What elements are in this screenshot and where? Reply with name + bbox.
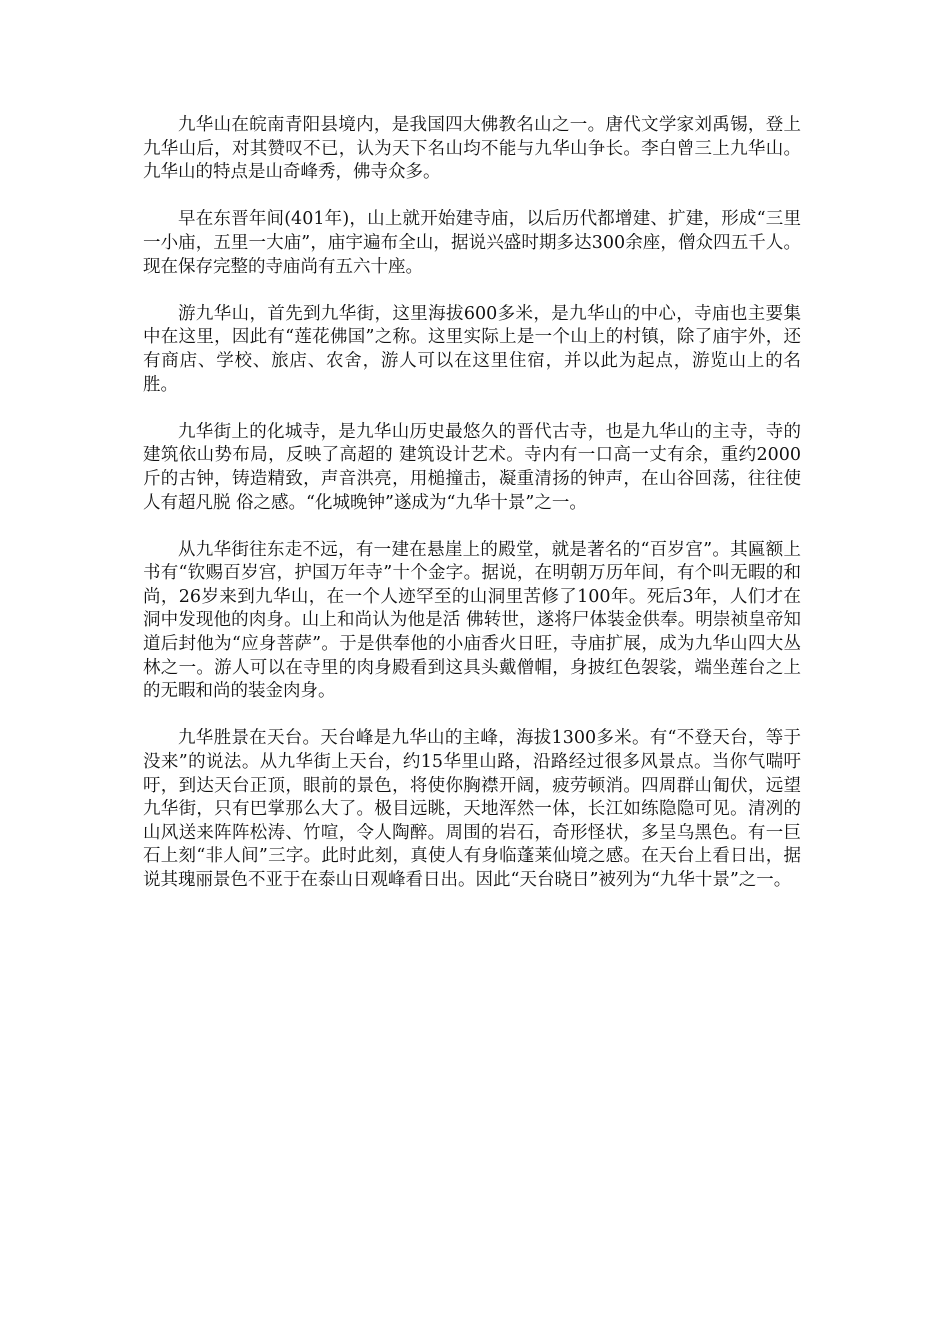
paragraph-baisui-palace: 从九华街往东走不远，有一建在悬崖上的殿堂，就是著名的“百岁宫”。其匾额上书有“钦赐百岁宫，护国万年寺”十个金字。据说，在明朝万历年间，有个叫无暇的和尚，26岁来到九华山，在一个人迹罕至的山洞里苦修了100年。死后3年，人们才在洞中发现他的肉身。山上和尚认为他是活 佛转世，遂将尸体装金供奉。明崇祯皇帝知道后封他为“应身菩萨”。于是供奉他的小庙香火日旺，寺庙扩展，成为九华山四大丛林之一。游人可以在寺里的肉身殿看到这具头戴僧帽，身披红色袈裟，端坐莲台之上的无暇和尚的装金肉身。: [143, 539, 801, 702]
paragraph-huacheng-temple: 九华街上的化城寺，是九华山历史最悠久的晋代古寺，也是九华山的主寺，寺的建筑依山势布局，反映了高超的 建筑设计艺术。寺内有一口高一丈有余，重约2000斤的古钟，铸造精致，声音洪亮，用槌撞击，凝重清扬的钟声，在山谷回荡，往往使人有超凡脱 俗之感。“化城晚钟”遂成为“九华十景”之一。: [143, 421, 801, 513]
paragraph-history: 早在东晋年间(401年)，山上就开始建寺庙，以后历代都增建、扩建，形成“三里一小庙，五里一大庙”，庙宇遍布全山，据说兴盛时期多达300余座，僧众四五千人。现在保存完整的寺庙尚有五六十座。: [143, 209, 801, 277]
paragraph-tiantai-peak: 九华胜景在天台。天台峰是九华山的主峰，海拔1300多米。有“不登天台，等于没来”的说法。从九华街上天台，约15华里山路，沿路经过很多风景点。当你气喘吁吁，到达天台正顶，眼前的景色，将使你胸襟开阔，疲劳顿消。四周群山匍伏，远望九华街，只有巴掌那么大了。极目远眺，天地浑然一体，长江如练隐隐可见。清冽的山风送来阵阵松涛、竹喧，令人陶醉。周围的岩石，奇形怪状，多呈乌黑色。有一巨石上刻“非人间”三字。此时此刻，真使人有身临蓬莱仙境之感。在天台上看日出，据说其瑰丽景色不亚于在泰山日观峰看日出。因此“天台晓日”被列为“九华十景”之一。: [143, 728, 801, 890]
paragraph-intro: 九华山在皖南青阳县境内，是我国四大佛教名山之一。唐代文学家刘禹锡，登上九华山后，对其赞叹不已，认为天下名山均不能与九华山争长。李白曾三上九华山。九华山的特点是山奇峰秀，佛寺众多。: [143, 115, 801, 183]
document-page: [143, 114, 801, 916]
paragraph-jiuhua-street: 游九华山，首先到九华街，这里海拔600多米，是九华山的中心，寺庙也主要集中在这里，因此有“莲花佛国”之称。这里实际上是一个山上的村镇，除了庙宇外，还有商店、学校、旅店、农舍，游人可以在这里住宿，并以此为起点，游览山上的名胜。: [143, 303, 801, 395]
